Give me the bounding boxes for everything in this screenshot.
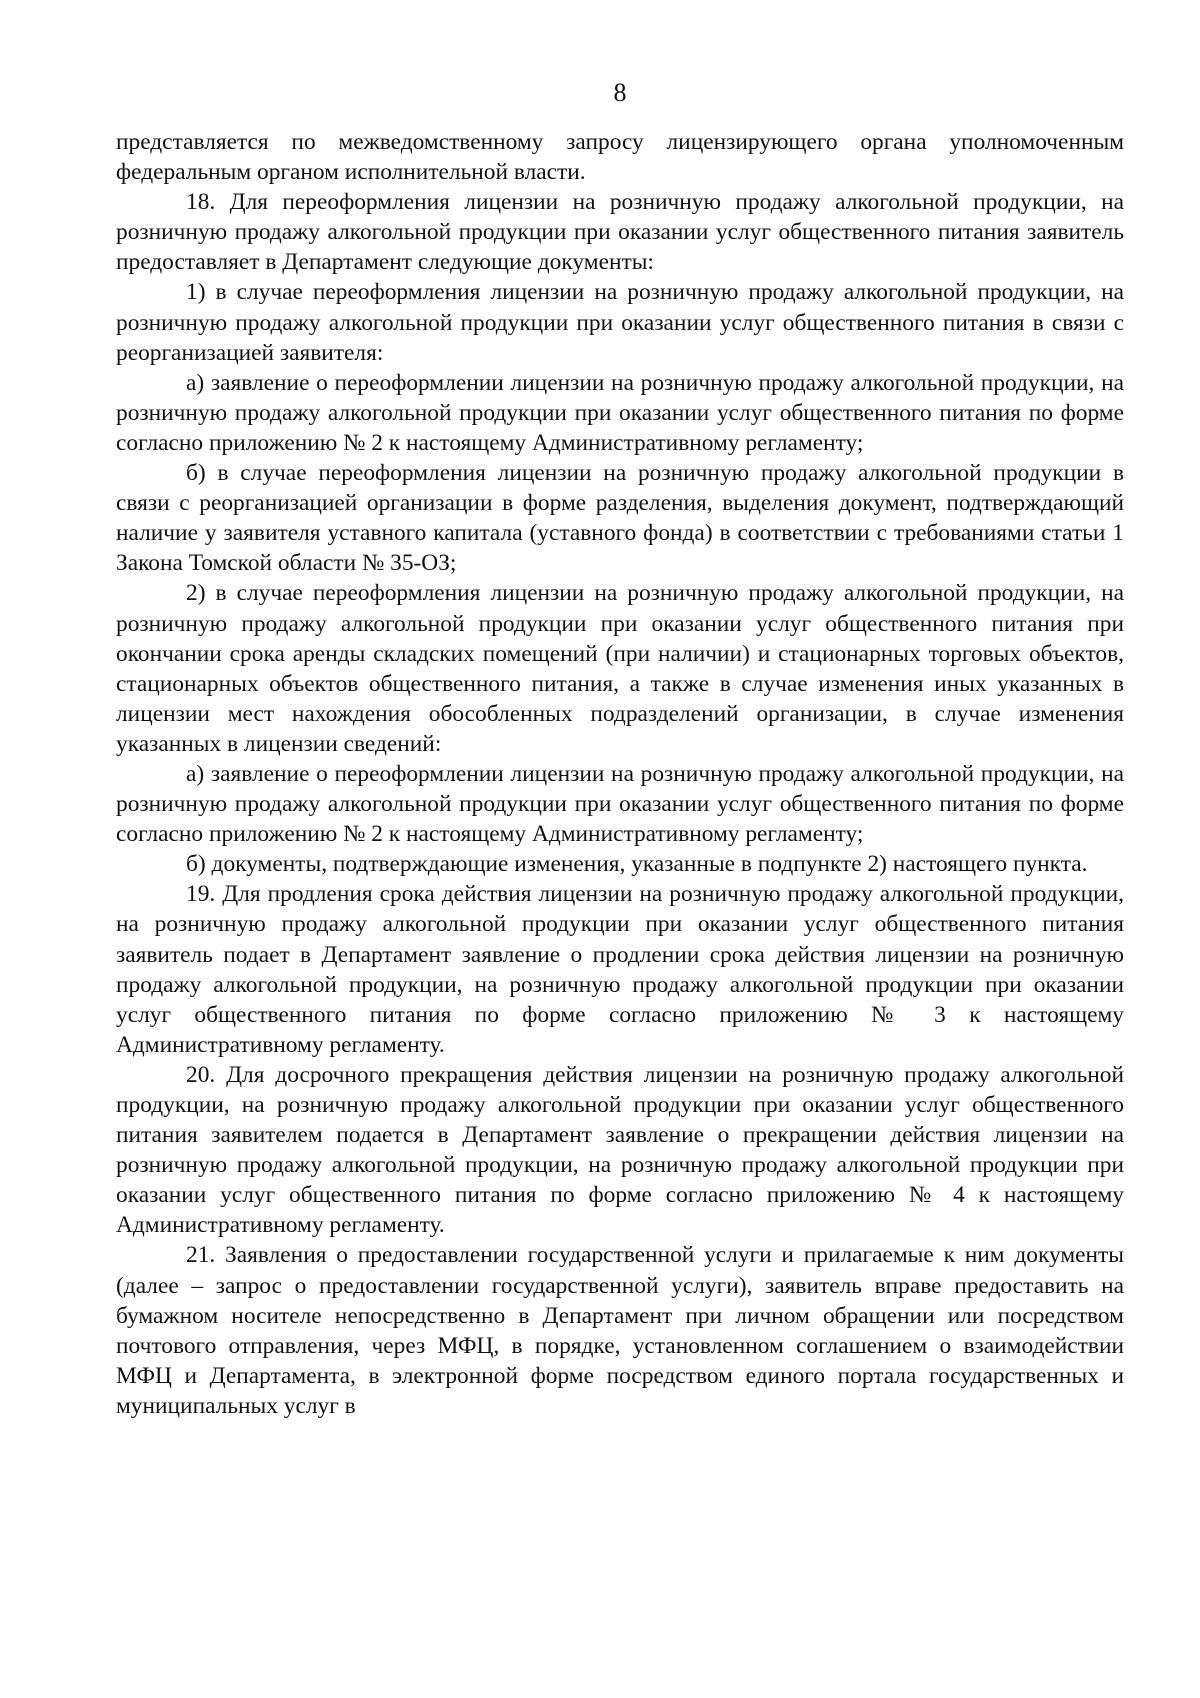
paragraph-19: 19. Для продления срока действия лицензии на розничную продажу алкогольной продукции, на розничную продажу алкогольной продукции при оказании услуг общественного питания заявитель подает в Департамент заявление о продлении срока действия лицензии на розничную продажу алкогольной продукции, на розничную продажу алкогольной продукции при оказании услуг общественного питания по форме согласно приложению № 3 к настоящему Административному регламенту. [116,881,1124,1058]
paragraph-continuation: представляется по межведомственному запросу лицензирующего органа уполномоченным федеральным органом исполнительной власти. [116,129,1124,186]
paragraph-18-1-a: а) заявление о переоформлении лицензии на розничную продажу алкогольной продукции, на розничную продажу алкогольной продукции при оказании услуг общественного питания по форме согласно приложению № 2 к настоящему Административному регламенту; [116,369,1124,456]
page-number: 8 [613,78,627,107]
paragraph-18-2-a: а) заявление о переоформлении лицензии на розничную продажу алкогольной продукции, на розничную продажу алкогольной продукции при оказании услуг общественного питания по форме согласно приложению № 2 к настоящему Административному регламенту; [116,760,1124,848]
paragraph-20: 20. Для досрочного прекращения действия лицензии на розничную продажу алкогольной продукции, на розничную продажу алкогольной продукции при оказании услуг общественного питания заявителем подается в Департамент заявление о прекращении действия лицензии на розничную продажу алкогольной продукции, на розничную продажу алкогольной продукции при оказании услуг общественного питания по форме согласно приложению № 4 к настоящему Административному регламенту. [116,1061,1124,1239]
paragraph-18-2-b: б) документы, подтверждающие изменения, указанные в подпункте 2) настоящего пункта. [186,851,1088,878]
paragraph-18: 18. Для переоформления лицензии на розничную продажу алкогольной продукции, на розничную продажу алкогольной продукции при оказании услуг общественного питания заявитель предоставляет в Департамент следующие документы: [116,189,1124,276]
paragraph-18-2: 2) в случае переоформления лицензии на розничную продажу алкогольной продукции, на розничную продажу алкогольной продукции при оказании услуг общественного питания при окончании срока аренды складских помещений (при наличии) и стационарных торговых объектов, стационарных объектов общественного питания, а также в случае изменения иных указанных в лицензии мест нахождения обособленных подразделений организации, в случае изменения указанных в лицензии сведений: [116,580,1124,757]
paragraph-18-1: 1) в случае переоформления лицензии на розничную продажу алкогольной продукции, на розничную продажу алкогольной продукции при оказании услуг общественного питания в связи с реорганизацией заявителя: [116,279,1124,366]
paragraph-18-1-b: б) в случае переоформления лицензии на розничную продажу алкогольной продукции в связи с реорганизацией организации в форме разделения, выделения документ, подтверждающий наличие у заявителя уставного капитала (уставного фонда) в соответствии с требованиями статьи 1 Закона Томской области № 35-ОЗ; [116,460,1124,577]
paragraph-21: 21. Заявления о предоставлении государственной услуги и прилагаемые к ним документы (далее – запрос о предоставлении государственной услуги), заявитель вправе предоставить на бумажном носителе непосредственно в Департамент при личном обращении или посредством почтового отправления, через МФЦ, в порядке, установленном соглашением о взаимодействии МФЦ и Департамента, в электронной форме посредством единого портала государственных и муниципальных услуг в [116,1242,1124,1419]
document-body [116,127,1124,1421]
